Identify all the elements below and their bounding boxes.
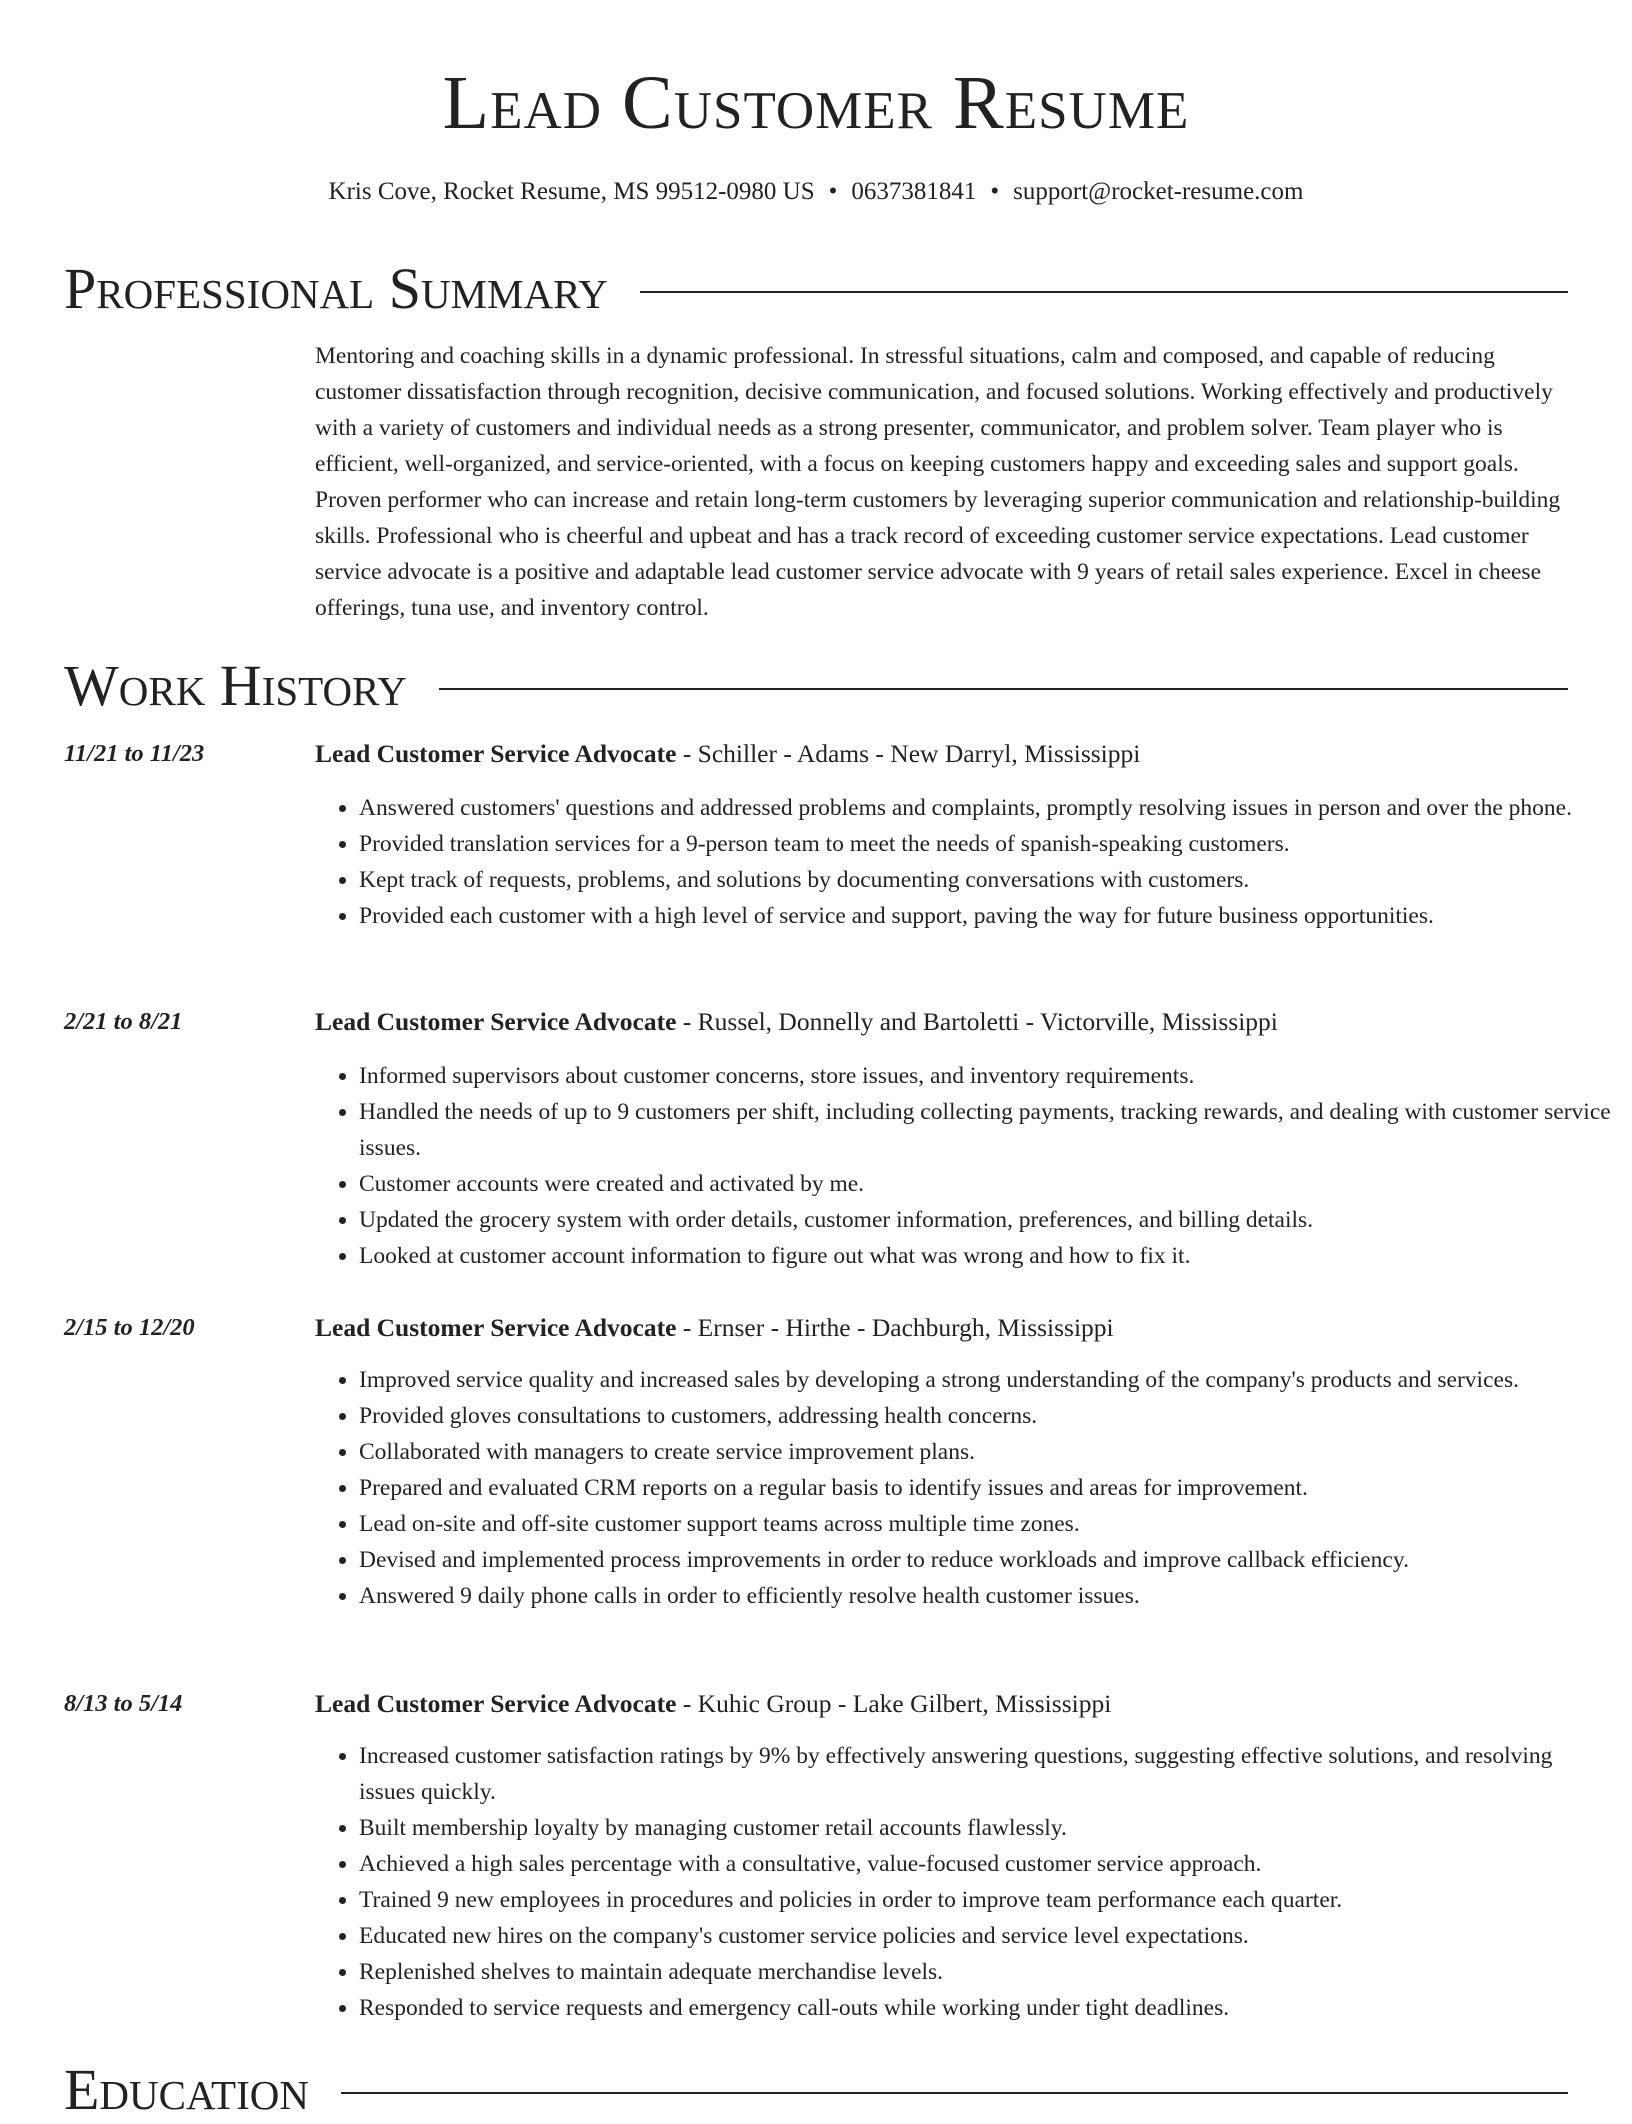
job-company: Schiller - Adams - New Darryl, Mississippi [697,739,1141,768]
section-heading: Education [64,2057,309,2122]
job-bullet: • Informed supervisors about customer concerns, store issues, and inventory requirements. [359,1058,1612,1094]
job-bullets [315,1362,1612,1614]
contact-separator: • [828,178,838,205]
section-education [64,2056,1568,2124]
job-title: Lead Customer Service Advocate [315,1313,677,1342]
job-bullet: • Built membership loyalty by managing customer retail accounts flawlessly. [359,1810,1612,1846]
section-heading: Work History [64,653,407,718]
job-bullet: • Prepared and evaluated CRM reports on a regular basis to identify issues and areas for improvement. [359,1470,1612,1506]
job-bullet: • Answered customers' questions and addressed problems and complaints, promptly resolving issues in person and over the phone. [359,790,1612,826]
section-divider [640,291,1568,293]
contact-address: Kris Cove, Rocket Resume, MS 99512-0980 US [328,178,815,205]
job-bullet: • Provided translation services for a 9-person team to meet the needs of spanish-speaking customers. [359,826,1612,862]
job-dash: - [676,739,698,768]
job-bullet: • Devised and implemented process improvements in order to reduce workloads and improve callback efficiency. [359,1542,1612,1578]
job-company: Ernser - Hirthe - Dachburgh, Mississippi [697,1313,1114,1342]
job-bullet: • Increased customer satisfaction ratings by 9% by effectively answering questions, suggesting effective solutions, and resolving issues quickly. [359,1738,1612,1810]
job-company: Kuhic Group - Lake Gilbert, Mississippi [697,1689,1112,1718]
job-bullet: • Provided gloves consultations to customers, addressing health concerns. [359,1398,1612,1434]
section-work-history [64,652,1568,720]
job-heading [315,1310,1114,1346]
section-professional-summary [64,255,1568,323]
job-bullet: • Handled the needs of up to 9 customers per shift, including collecting payments, tracking rewards, and dealing with customer service issues. [359,1094,1612,1166]
job-bullet: • Educated new hires on the company's customer service policies and service level expectations. [359,1918,1612,1954]
job-dash: - [676,1689,698,1718]
job-heading [315,1686,1111,1722]
contact-email: support@rocket-resume.com [1013,178,1304,205]
job-bullet: • Achieved a high sales percentage with a consultative, value-focused customer service approach. [359,1846,1612,1882]
job-dates: 11/21 to 11/23 [64,740,205,767]
job-bullet: • Kept track of requests, problems, and solutions by documenting conversations with customers. [359,862,1612,898]
job-dash: - [676,1313,698,1342]
job-heading [315,1004,1278,1040]
job-dates: 2/21 to 8/21 [64,1008,183,1035]
job-dates: 2/15 to 12/20 [64,1314,195,1341]
job-bullet: • Lead on-site and off-site customer support teams across multiple time zones. [359,1506,1612,1542]
job-bullets [315,790,1612,934]
job-bullet: • Responded to service requests and emergency call-outs while working under tight deadlines. [359,1990,1612,2026]
contact-phone: 0637381841 [851,178,977,205]
section-divider [439,688,1568,690]
section-heading: Professional Summary [64,256,608,321]
resume-title: Lead Customer Resume [442,61,1190,145]
job-bullet: • Improved service quality and increased sales by developing a strong understanding of the company's products and services. [359,1362,1612,1398]
job-bullet: • Looked at customer account information to figure out what was wrong and how to fix it. [359,1238,1612,1274]
job-dash: - [676,1007,698,1036]
job-bullets [315,1058,1612,1274]
job-dates: 8/13 to 5/14 [64,1690,183,1717]
job-bullet: • Answered 9 daily phone calls in order to efficiently resolve health customer issues. [359,1578,1612,1614]
job-bullet: • Customer accounts were created and activated by me. [359,1166,1612,1202]
contact-line [0,176,1632,208]
job-title: Lead Customer Service Advocate [315,739,677,768]
contact-separator: • [990,178,1000,205]
job-title: Lead Customer Service Advocate [315,1689,677,1718]
job-company: Russel, Donnelly and Bartoletti - Victorville, Mississippi [697,1007,1278,1036]
job-bullets [315,1738,1612,2026]
summary-paragraph: Mentoring and coaching skills in a dynamic professional. In stressful situations, calm and composed, and capable of reducing customer dissatisfaction through recognition, decisive communication, and focused solutions. Working effectively and productively with a variety of customers and individual needs as a strong presenter, communicator, and problem solver. Team player who is efficient, well-organized, and service-oriented, with a focus on keeping customers happy and exceeding sales and support goals. Proven performer who can increase and retain long-term customers by leveraging superior communication and relationship-building skills. Professional who is cheerful and upbeat and has a track record of exceeding customer service expectations. Lead customer service advocate is a positive and adaptable lead customer service advocate with 9 years of retail sales experience. Excel in cheese offerings, tuna use, and inventory control. [315,343,1561,621]
job-bullet: • Collaborated with managers to create service improvement plans. [359,1434,1612,1470]
job-bullet: • Provided each customer with a high level of service and support, paving the way for future business opportunities. [359,898,1612,934]
job-title: Lead Customer Service Advocate [315,1007,677,1036]
job-heading [315,736,1140,772]
job-bullet: • Updated the grocery system with order details, customer information, preferences, and billing details. [359,1202,1612,1238]
job-bullet: • Replenished shelves to maintain adequate merchandise levels. [359,1954,1612,1990]
section-divider [341,2092,1568,2094]
job-bullet: • Trained 9 new employees in procedures and policies in order to improve team performance each quarter. [359,1882,1612,1918]
